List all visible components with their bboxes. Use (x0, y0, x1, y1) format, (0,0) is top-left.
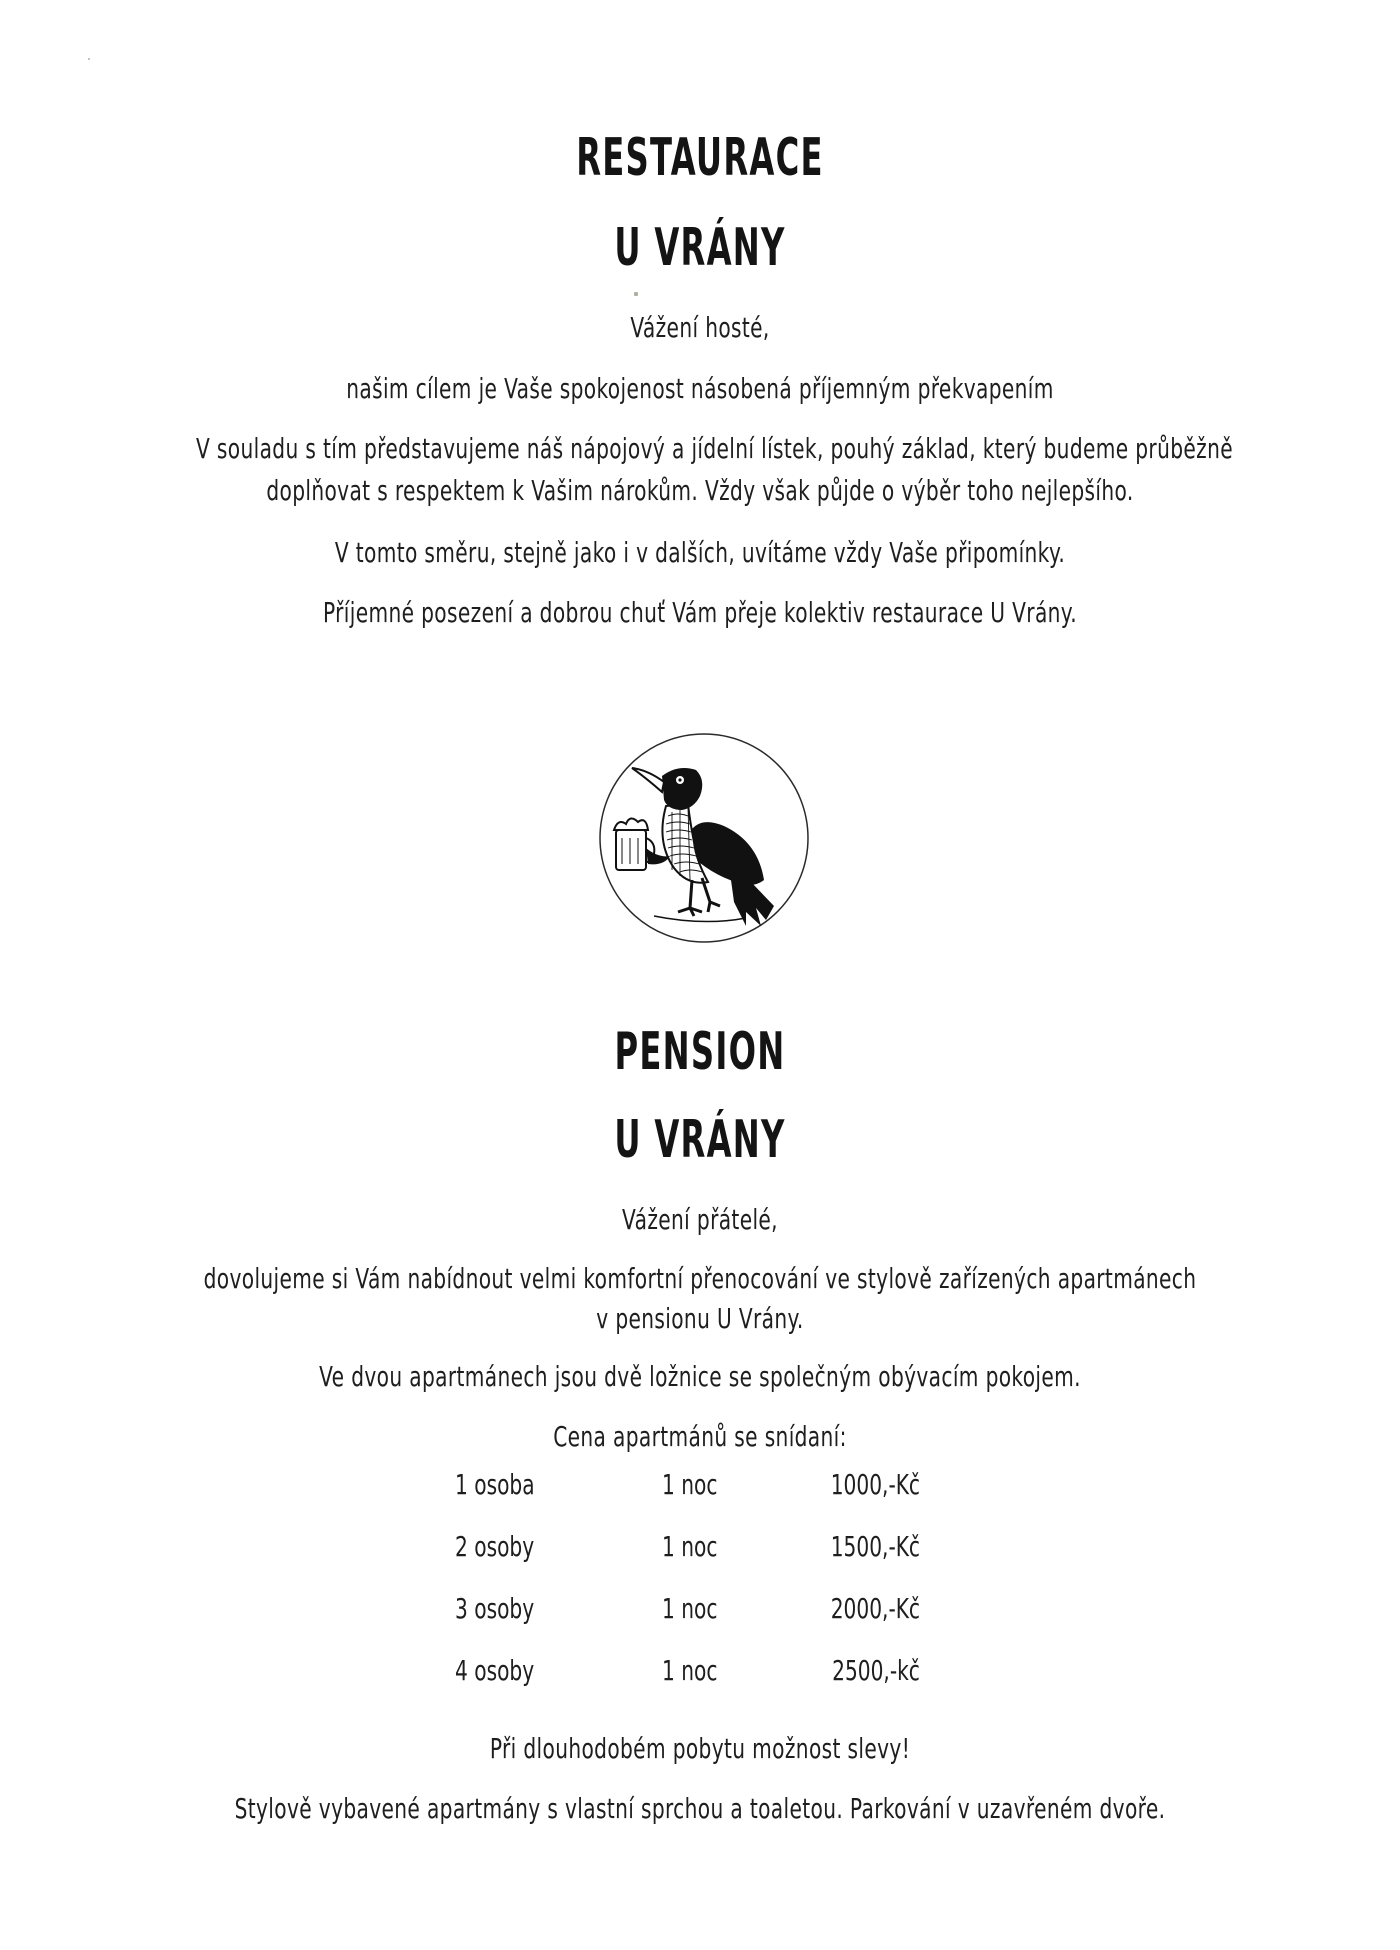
price-row (0, 1530, 1400, 1574)
restaurant-paragraph-1-line-1: V souladu s tím představujeme náš nápojový a jídelní lístek, pouhý základ, který budeme průběžně (195, 432, 1233, 465)
pension-offer-line-2: v pensionu U Vrány. (596, 1302, 804, 1335)
price-persons: 1 osoba (455, 1468, 535, 1501)
price-amount: 2500,-kč (832, 1654, 920, 1687)
price-persons: 2 osoby (455, 1530, 535, 1563)
price-persons: 3 osoby (455, 1592, 535, 1625)
pension-greeting: Vážení přátelé, (622, 1203, 778, 1236)
price-amount: 1500,-Kč (830, 1530, 920, 1563)
restaurant-intro: našim cílem je Vaše spokojenost násobená příjemným překvapením (346, 372, 1054, 405)
pension-title-line2: U VRÁNY (614, 1110, 786, 1170)
pension-offer-line-1: dovolujeme si Vám nabídnout velmi komfortní přenocování ve stylově zařízených apartmánech (203, 1262, 1197, 1295)
price-nights: 1 noc (662, 1530, 718, 1563)
restaurant-paragraph-2: V tomto směru, stejně jako i v dalších, uvítáme vždy Vaše připomínky. (334, 536, 1066, 569)
price-nights: 1 noc (662, 1592, 718, 1625)
pension-title-line1: PENSION (614, 1022, 786, 1082)
price-row (0, 1468, 1400, 1512)
restaurant-paragraph-1-line-2: doplňovat s respektem k Vašim nárokům. Vždy však půjde o výběr toho nejlepšího. (266, 474, 1134, 507)
restaurant-title-line2: U VRÁNY (614, 218, 786, 278)
crow-with-beer-mug-icon (596, 730, 812, 946)
restaurant-paragraph-3: Příjemné posezení a dobrou chuť Vám přeje kolektiv restaurace U Vrány. (322, 596, 1077, 629)
price-amount: 1000,-Kč (830, 1468, 920, 1501)
price-heading: Cena apartmánů se snídaní: (553, 1420, 847, 1453)
price-row (0, 1654, 1400, 1698)
price-nights: 1 noc (662, 1654, 718, 1687)
scan-speck (634, 292, 638, 296)
scan-speck (88, 58, 90, 60)
restaurant-title-line1: RESTAURACE (576, 128, 824, 188)
restaurant-greeting: Vážení hosté, (630, 311, 770, 344)
price-nights: 1 noc (662, 1468, 718, 1501)
price-row (0, 1592, 1400, 1636)
discount-note: Při dlouhodobém pobytu možnost slevy! (489, 1732, 911, 1765)
price-persons: 4 osoby (455, 1654, 535, 1687)
price-amount: 2000,-Kč (830, 1592, 920, 1625)
amenities-note: Stylově vybavené apartmány s vlastní sprchou a toaletou. Parkování v uzavřeném dvoře. (234, 1792, 1166, 1825)
pension-rooms: Ve dvou apartmánech jsou dvě ložnice se společným obývacím pokojem. (319, 1360, 1081, 1393)
